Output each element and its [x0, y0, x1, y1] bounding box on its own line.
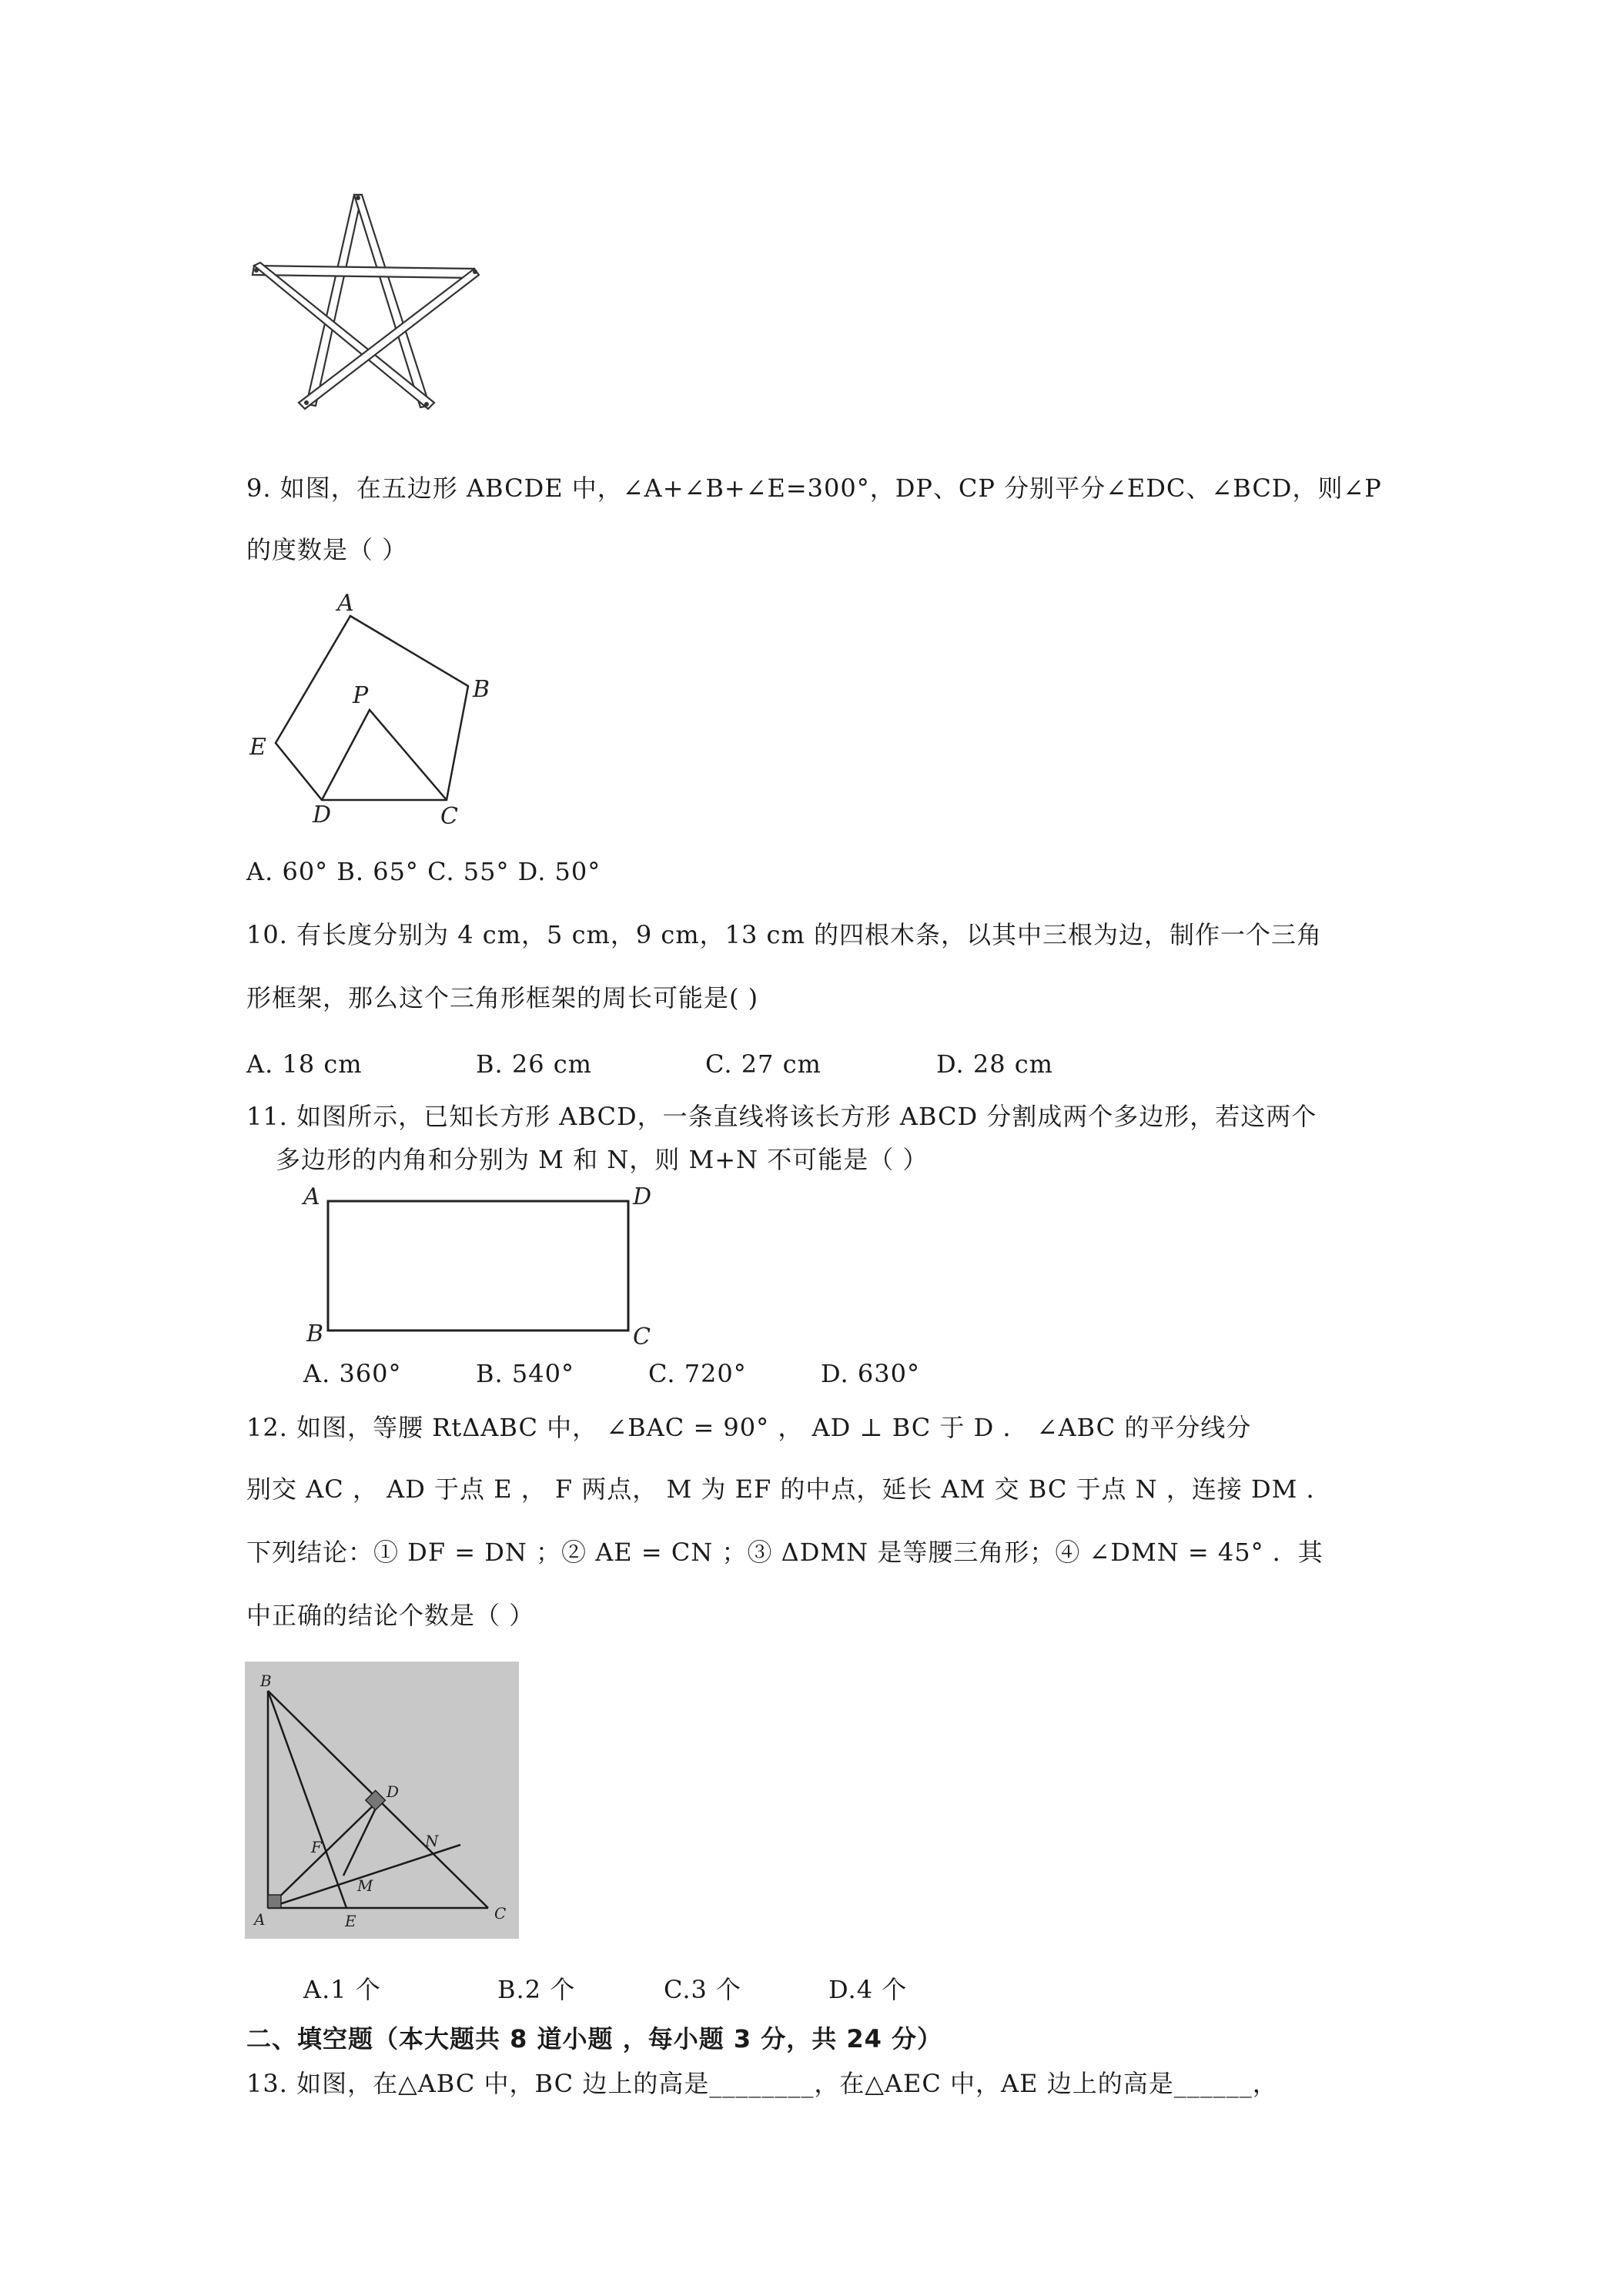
- q10-line2: 形框架，那么这个三角形框架的周长可能是( ): [246, 983, 759, 1012]
- label-A: A: [303, 1183, 320, 1210]
- q11-option-d: D. 630°: [821, 1359, 920, 1388]
- label-D: D: [633, 1183, 652, 1210]
- q9-line1: 9. 如图，在五边形 ABCDE 中，∠A+∠B+∠E=300°，DP、CP 分别平分∠EDC、∠BCD，则∠P: [246, 474, 1382, 503]
- q11-option-b: B. 540°: [476, 1359, 574, 1388]
- q12-option-a: A.1 个: [303, 1975, 381, 2004]
- label-M: M: [357, 1876, 373, 1895]
- label-B: B: [473, 676, 490, 703]
- label-F: F: [311, 1838, 322, 1856]
- q11-line2: 多边形的内角和分别为 M 和 N，则 M+N 不可能是（ ）: [276, 1145, 929, 1174]
- label-D: D: [313, 802, 332, 828]
- label-P: P: [353, 682, 369, 709]
- q10-option-a: A. 18 cm: [246, 1049, 363, 1079]
- pentagon-figure: [245, 589, 507, 828]
- q12-option-c: C.3 个: [664, 1975, 742, 2004]
- q12-line3: 下列结论：① DF = DN ；② AE = CN ；③ ΔDMN 是等腰三角形；④ ∠DMN = 45° ．其: [246, 1538, 1323, 1567]
- q10-option-b: B. 26 cm: [476, 1049, 593, 1079]
- q9-options: A. 60° B. 65° C. 55° D. 50°: [246, 857, 601, 886]
- q9-line2: 的度数是（ ）: [246, 535, 408, 564]
- q11-line1: 11. 如图所示，已知长方形 ABCD，一条直线将该长方形 ABCD 分割成两个多边形，若这两个: [246, 1102, 1317, 1131]
- star-figure: [245, 189, 491, 412]
- section-heading: 二、填空题（本大题共 8 道小题 ，每小题 3 分，共 24 分）: [246, 2024, 943, 2053]
- q12-line4: 中正确的结论个数是（ ）: [246, 1601, 535, 1630]
- q13-line1: 13. 如图，在△ABC 中，BC 边上的高是________，在△AEC 中，AE 边上的高是______，: [246, 2069, 1278, 2098]
- q10-line1: 10. 有长度分别为 4 cm，5 cm，9 cm，13 cm 的四根木条，以其中三根为边，制作一个三角: [246, 920, 1322, 949]
- q12-option-b: B.2 个: [497, 1975, 576, 2004]
- label-B: B: [260, 1672, 272, 1690]
- label-A: A: [254, 1910, 266, 1929]
- q12-line2: 别交 AC ， AD 于点 E ， F 两点， M 为 EF 的中点，延长 AM 交 BC 于点 N ，连接 DM ．: [246, 1474, 1332, 1504]
- q10-option-c: C. 27 cm: [705, 1049, 822, 1079]
- label-A: A: [337, 590, 354, 617]
- label-E: E: [249, 734, 266, 761]
- label-C: C: [633, 1324, 651, 1350]
- label-C: C: [440, 803, 458, 828]
- q10-option-d: D. 28 cm: [936, 1049, 1054, 1079]
- q11-option-a: A. 360°: [303, 1359, 402, 1388]
- label-C: C: [494, 1904, 507, 1923]
- rectangle-figure: [299, 1178, 668, 1350]
- triangle-figure: [245, 1662, 519, 1939]
- label-E: E: [345, 1912, 356, 1930]
- q12-line1: 12. 如图，等腰 RtΔABC 中， ∠BAC = 90° ， AD ⊥ BC 于 D ． ∠ABC 的平分线分: [246, 1413, 1252, 1442]
- label-D: D: [387, 1782, 400, 1801]
- label-N: N: [425, 1832, 439, 1850]
- label-B: B: [306, 1320, 324, 1347]
- q11-option-c: C. 720°: [648, 1359, 747, 1388]
- q12-option-d: D.4 个: [828, 1975, 908, 2004]
